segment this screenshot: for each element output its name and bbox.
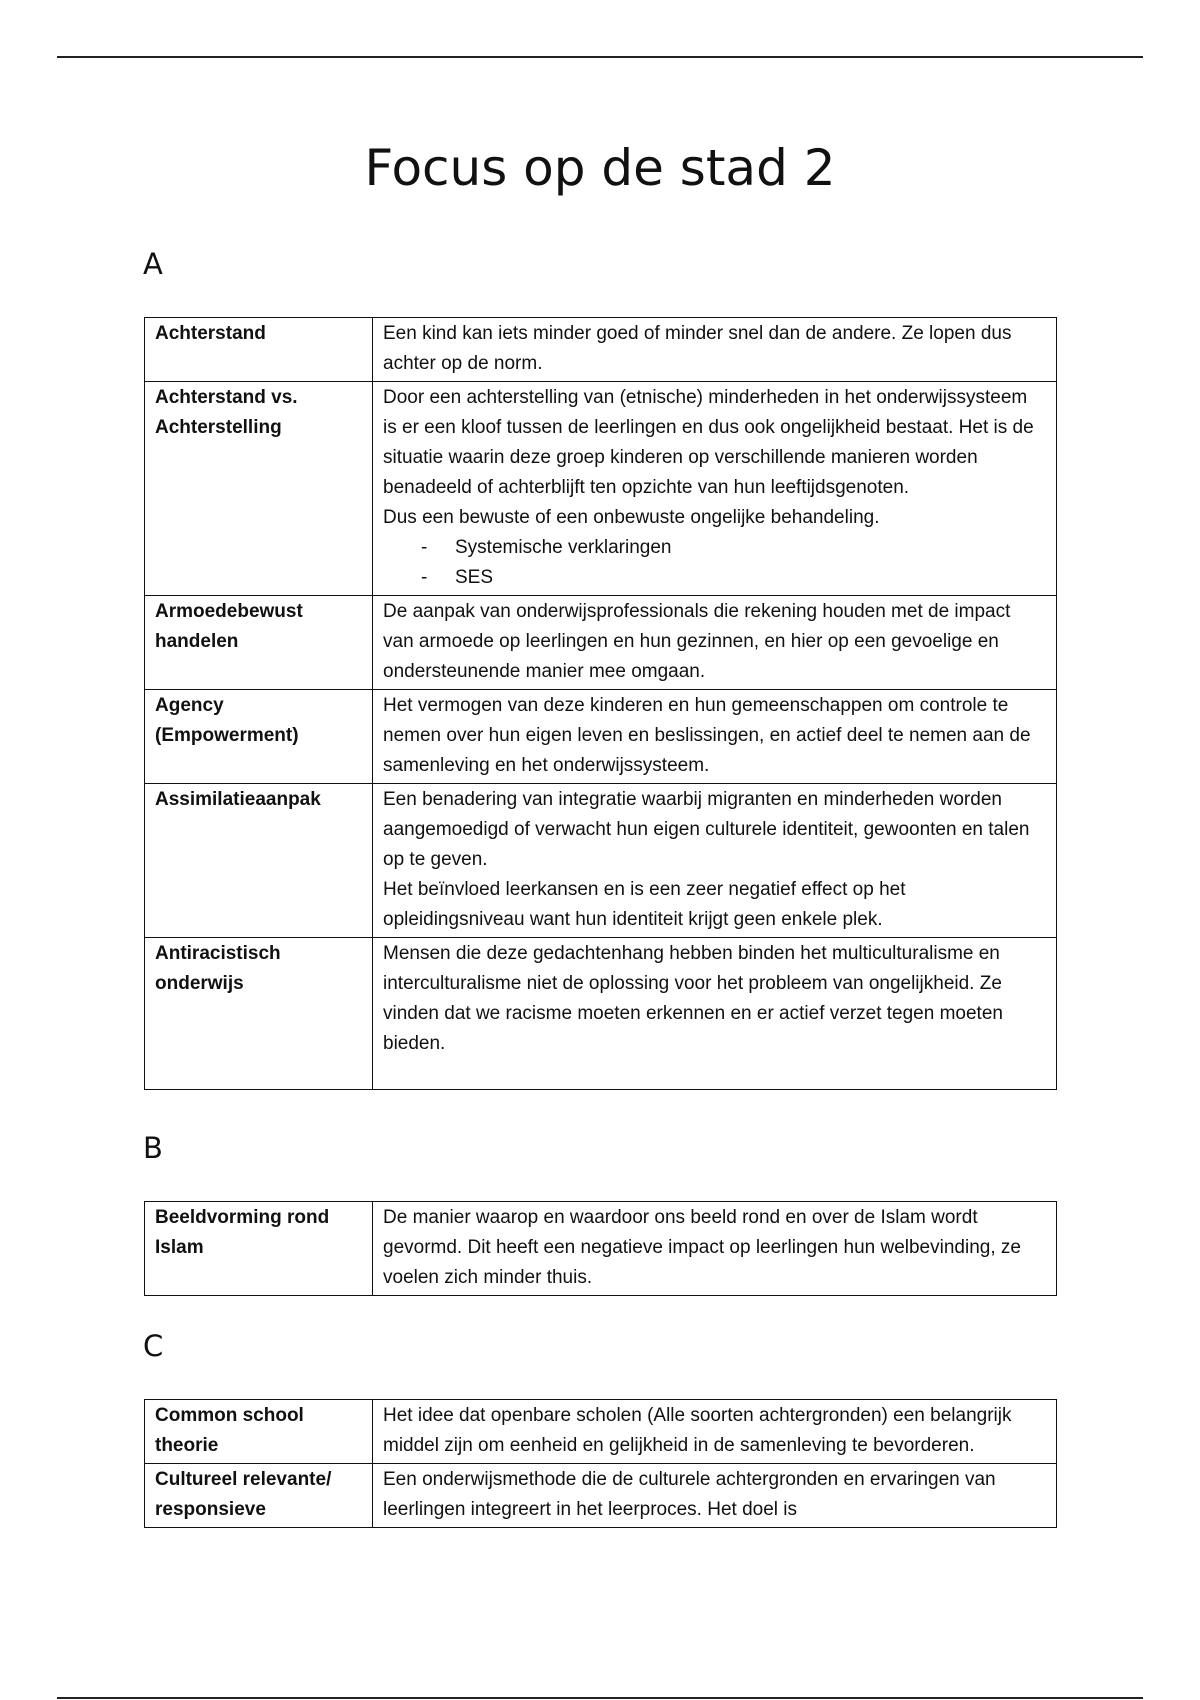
term-cell: Common school theorie — [145, 1400, 373, 1464]
definition-cell — [373, 1400, 1057, 1464]
term-cell: Armoedebewust handelen — [145, 596, 373, 690]
definition-text: De manier waarop en waardoor ons beeld rond en over de Islam wordt gevormd. Dit heeft een negatieve impact op leerlingen hun welbevinding, ze voelen zich minder thuis. — [383, 1207, 1021, 1288]
term-cell: Achterstand — [145, 318, 373, 382]
glossary-table-b — [144, 1201, 1057, 1296]
term-cell: Antiracistisch onderwijs — [145, 938, 373, 1090]
list-item: - SES — [421, 563, 1046, 593]
table-row — [145, 938, 1057, 1090]
definition-text: Een benadering van integratie waarbij migranten en minderheden worden aangemoedigd of verwacht hun eigen culturele identiteit, gewoonten en talen op te geven. — [383, 789, 1030, 870]
glossary-table-c — [144, 1399, 1057, 1528]
definition-text: Een onderwijsmethode die de culturele achtergronden en ervaringen van leerlingen integreert in het leerproces. Het doel is — [383, 1469, 996, 1520]
table-row — [145, 318, 1057, 382]
definition-text: Het vermogen van deze kinderen en hun gemeenschappen om controle te nemen over hun eigen leven en beslissingen, en actief deel te nemen aan de samenleving en het onderwijssysteem. — [383, 695, 1031, 776]
section-letter-b: B — [143, 1131, 163, 1165]
term-cell: Agency (Empowerment) — [145, 690, 373, 784]
term-cell: Assimilatieaanpak — [145, 784, 373, 938]
section-letter-c: C — [143, 1329, 164, 1363]
definition-cell — [373, 690, 1057, 784]
glossary-table-a — [144, 317, 1057, 1090]
definition-cell — [373, 1464, 1057, 1528]
term-cell: Beeldvorming rond Islam — [145, 1202, 373, 1296]
table-row — [145, 1464, 1057, 1528]
table-row — [145, 784, 1057, 938]
table-row — [145, 596, 1057, 690]
table-row — [145, 1400, 1057, 1464]
definition-cell — [373, 1202, 1057, 1296]
definition-text: Het beïnvloed leerkansen en is een zeer negatief effect op het opleidingsniveau want hun identiteit krijgt geen enkele plek. — [383, 879, 906, 930]
page-title: Focus op de stad 2 — [364, 139, 836, 197]
definition-text: Mensen die deze gedachtenhang hebben binden het multiculturalisme en interculturalisme niet de oplossing voor het probleem van ongelijkheid. Ze vinden dat we racisme moeten erkennen en er actief verzet tegen moeten bieden. — [383, 943, 1003, 1054]
definition-cell — [373, 784, 1057, 938]
term-cell: Cultureel relevante/ responsieve — [145, 1464, 373, 1528]
definition-cell — [373, 382, 1057, 596]
table-row — [145, 1202, 1057, 1296]
section-letter-a: A — [143, 247, 163, 281]
list-item: - Systemische verklaringen — [421, 533, 1046, 563]
term-cell: Achterstand vs. Achterstelling — [145, 382, 373, 596]
table-row — [145, 382, 1057, 596]
definition-cell — [373, 596, 1057, 690]
definition-text: Een kind kan iets minder goed of minder snel dan de andere. Ze lopen dus achter op de norm. — [383, 323, 1012, 374]
definition-cell — [373, 318, 1057, 382]
definition-text: Door een achterstelling van (etnische) minderheden in het onderwijssysteem is er een kloof tussen de leerlingen en dus ook ongelijkheid bestaat. Het is de situatie waarin deze groep kinderen op verschillende manieren worden benadeeld of achterblijft ten opzichte van hun leeftijdsgenoten. — [383, 387, 1034, 498]
definition-cell — [373, 938, 1057, 1090]
top-rule — [57, 56, 1143, 58]
bottom-rule — [57, 1697, 1143, 1699]
table-row — [145, 690, 1057, 784]
definition-text: Het idee dat openbare scholen (Alle soorten achtergronden) een belangrijk middel zijn om eenheid en gelijkheid in de samenleving te bevorderen. — [383, 1405, 1012, 1456]
definition-text: Dus een bewuste of een onbewuste ongelijke behandeling. — [383, 507, 880, 528]
bullet-list — [383, 533, 1046, 593]
definition-text: De aanpak van onderwijsprofessionals die rekening houden met de impact van armoede op leerlingen en hun gezinnen, en hier op een gevoelige en ondersteunende manier mee omgaan. — [383, 601, 1011, 682]
